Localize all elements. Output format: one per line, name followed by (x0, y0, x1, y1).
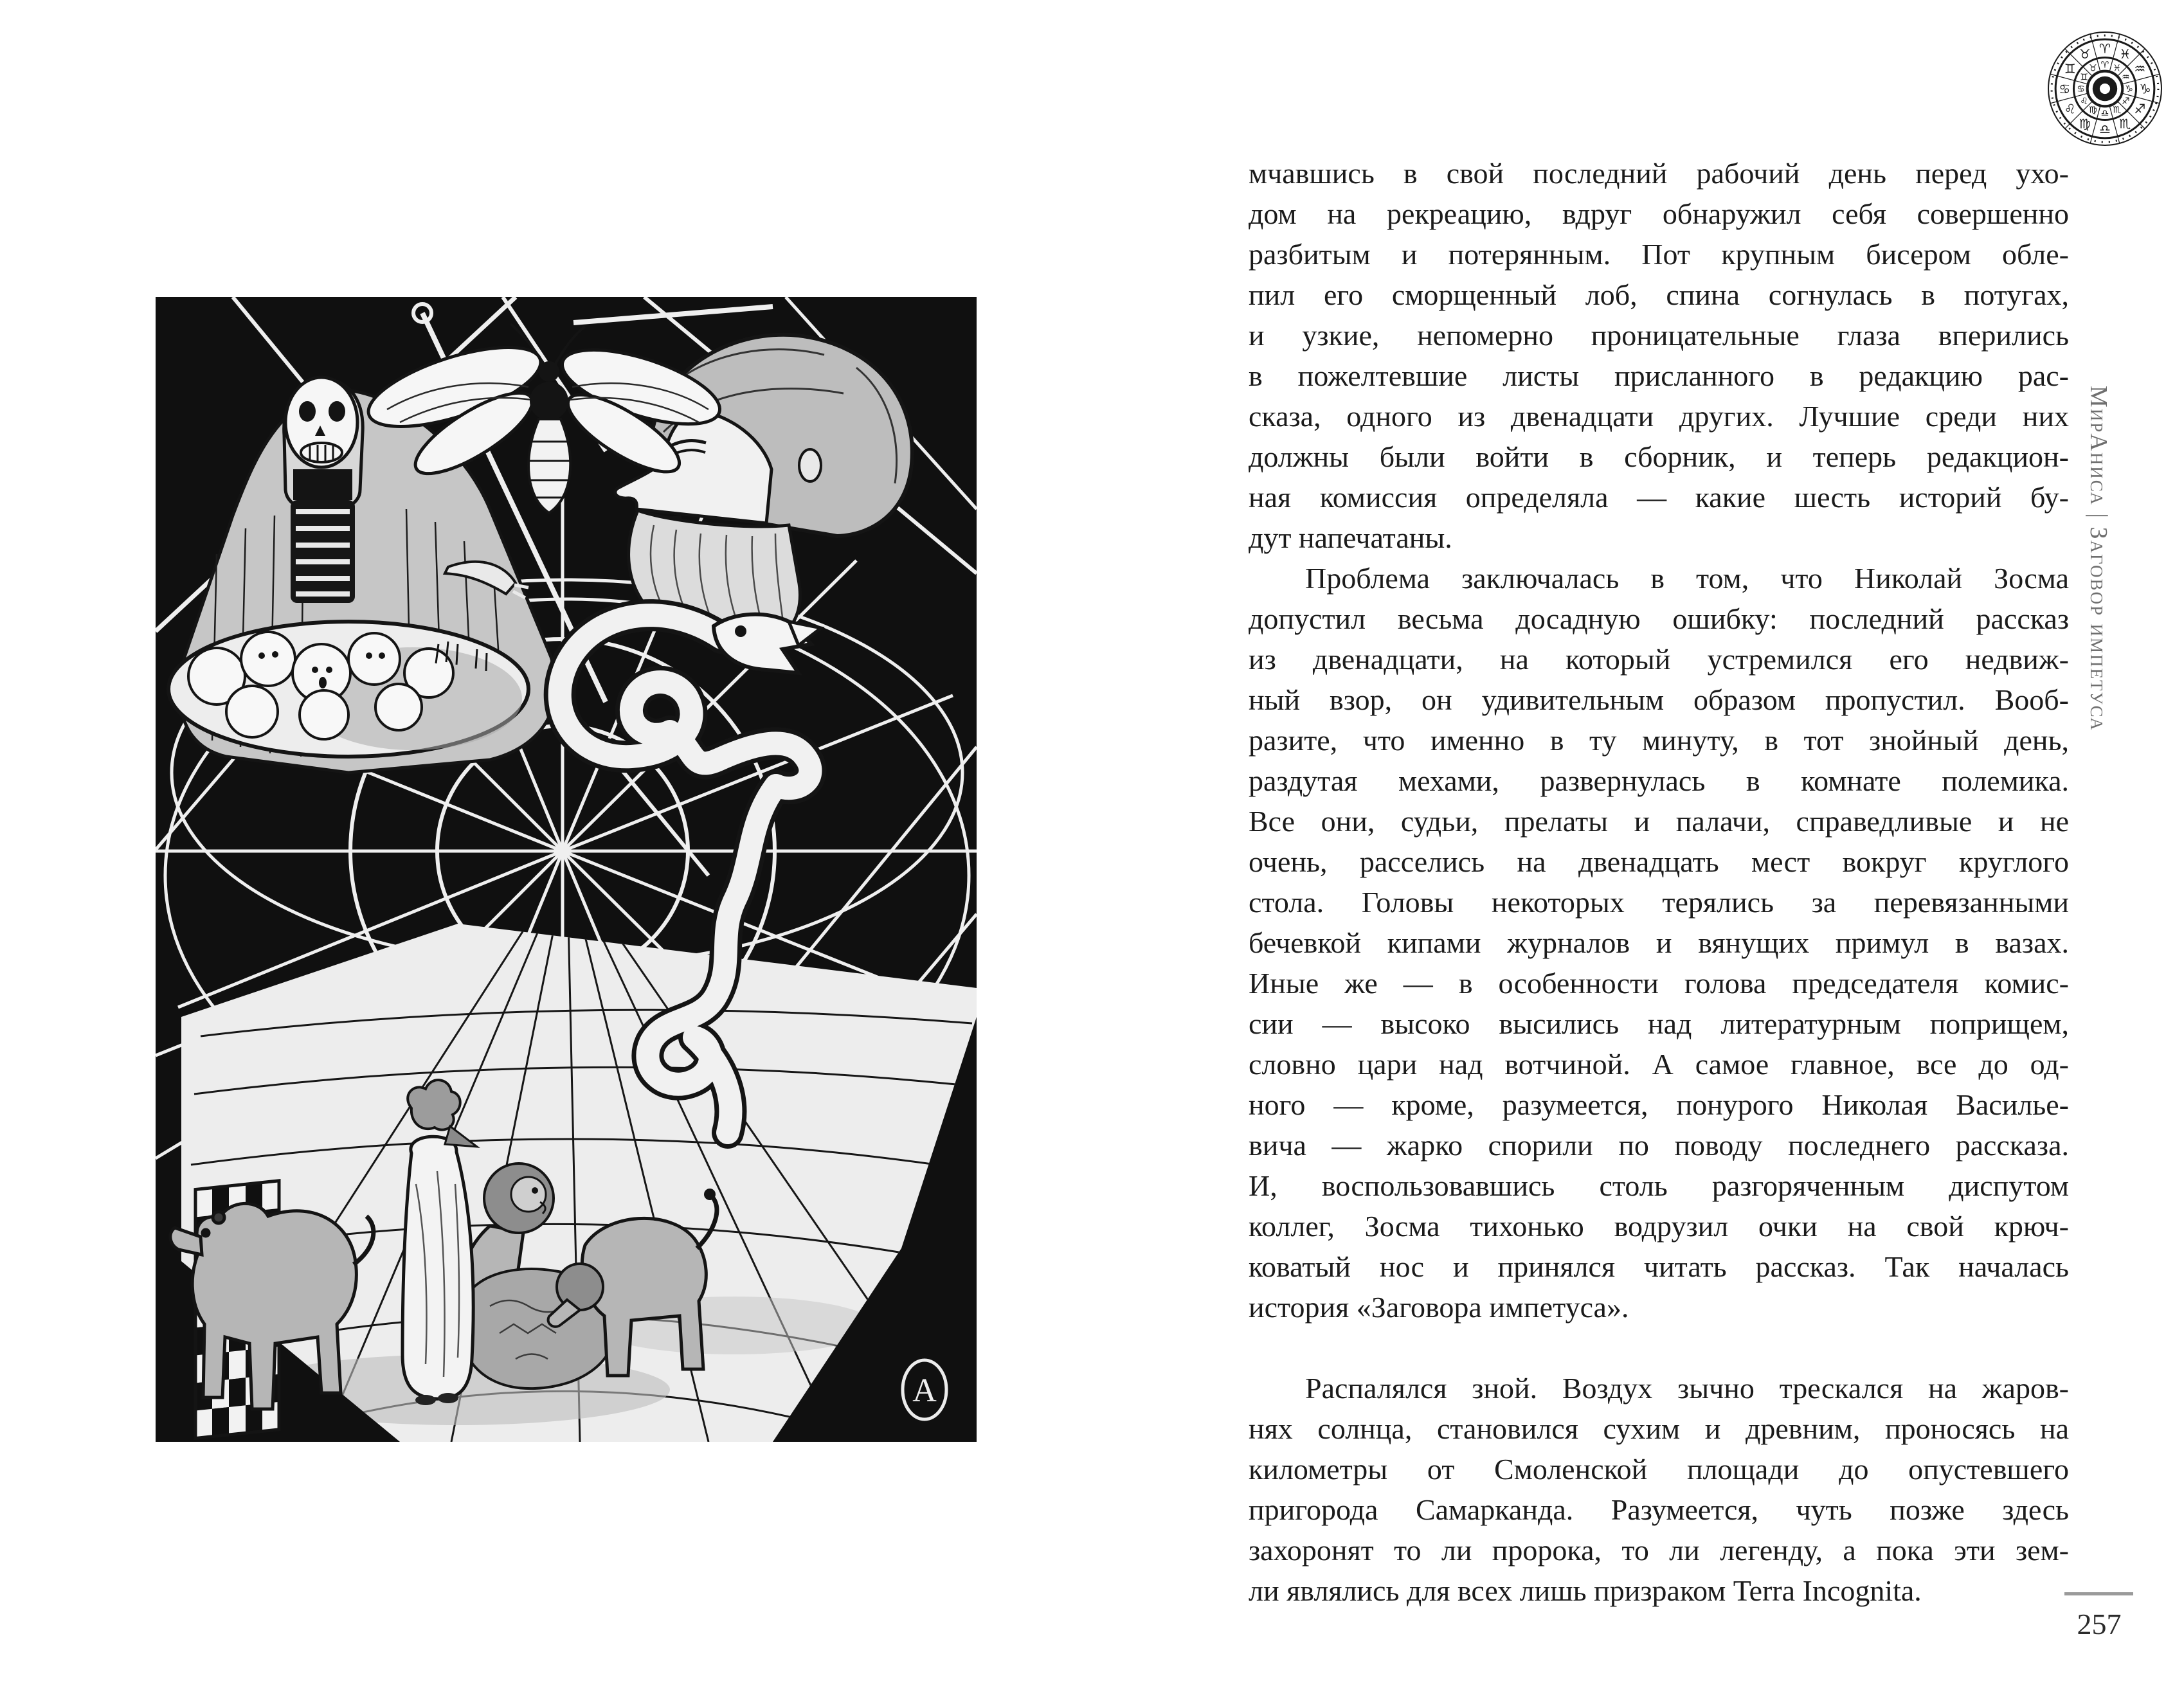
text-line: дут напечатаны. (1249, 521, 1452, 554)
zodiac-symbol: ♓ (2119, 46, 2131, 62)
text-line: разите, что именно в ту минуту, в тот знойный день, (1249, 724, 2069, 757)
text-line: мчавшись в свой последний рабочий день перед ухо- (1249, 157, 2069, 190)
text-line: бечевкой кипами журналов и вянущих примул в вазах. (1249, 926, 2069, 959)
text-line: пригорода Самарканда. Разумеется, чуть позже здесь (1249, 1493, 2069, 1526)
text-line: вича — жарко спорили по поводу последнего рассказа. (1249, 1129, 2069, 1162)
text-line: захоронят то ли пророка, то ли легенду, а пока эти зем- (1249, 1534, 2069, 1567)
text-line: должны были войти в сборник, и теперь редакцион- (1249, 440, 2069, 473)
text-line: Иные же — в особенности голова председателя комис- (1249, 967, 2069, 1000)
zodiac-symbol: ♍ (2079, 116, 2091, 132)
text-line: ная комиссия определяла — какие шесть историй бу- (1249, 481, 2069, 514)
text-line: коллег, Зосма тихонько водрузил очки на свой крюч- (1249, 1210, 2069, 1243)
zodiac-symbol: ♉ (2079, 46, 2091, 62)
zodiac-symbol: ♍ (2088, 105, 2097, 116)
text-line: сказа, одного из двенадцати других. Лучшие среди них (1249, 400, 2069, 433)
text-column (1249, 153, 2069, 1611)
zodiac-symbol: ♋ (2059, 81, 2071, 97)
text-line: из двенадцати, на который устремился его недвиж- (1249, 643, 2069, 676)
zodiac-symbol: ♊ (2064, 60, 2076, 76)
footer-rule (2064, 1592, 2133, 1595)
zodiac-symbol: ♎ (2098, 121, 2111, 137)
text-line: дом на рекреацию, вдруг обнаружил себя совершенно (1249, 197, 2069, 230)
text-line: раздутая мехами, развернулась в комнате полемика. (1249, 764, 2069, 797)
zodiac-symbol: ♒ (2134, 60, 2146, 76)
zodiac-symbol: ♎ (2100, 108, 2109, 119)
zodiac-symbol: ♑ (2139, 81, 2151, 97)
text-line: километры от Смоленской площади до опустевшего (1249, 1453, 2069, 1486)
text-line: разбитым и потерянным. Пот крупным бисером обле- (1249, 238, 2069, 271)
text-line: сии — высоко высились над литературным поприщем, (1249, 1007, 2069, 1040)
zodiac-symbol: ♒ (2122, 72, 2130, 83)
zodiac-symbol: ♐ (2122, 96, 2130, 107)
page-number: 257 (2077, 1608, 2122, 1640)
text-line: словно цари над вотчиной. А самое главное, все до од- (1249, 1048, 2069, 1081)
zodiac-symbol: ♏ (2119, 116, 2131, 132)
text-line: история «Заговора импетуса». (1249, 1291, 1629, 1324)
zodiac-symbol: ♑ (2125, 84, 2133, 95)
zodiac-symbol: ♋ (2077, 84, 2085, 95)
ink-illustration (156, 297, 977, 1442)
text-line: коватый нос и принялся читать рассказ. Так началась (1249, 1250, 2069, 1283)
zodiac-symbol: ♓ (2113, 63, 2122, 74)
zodiac-symbol: ♐ (2134, 101, 2146, 117)
text-line: стола. Головы некоторых терялись за перевязанными (1249, 886, 2069, 919)
text-line: очень, расселись на двенадцать мест вокруг круглого (1249, 845, 2069, 878)
zodiac-symbol: ♌ (2064, 101, 2076, 117)
zodiac-wheel-icon (2047, 31, 2163, 147)
text-line: и узкие, непомерно проницательные глаза вперились (1249, 319, 2069, 352)
text-line: допустил весьма досадную ошибку: последний рассказ (1249, 602, 2069, 635)
text-line: Все они, судьи, прелаты и палачи, справедливые и не (1249, 805, 2069, 838)
text-line: И, воспользовавшись столь разгоряченным диспутом (1249, 1169, 2069, 1202)
text-line: Распалялся зной. Воздух зычно трескался на жаров- (1305, 1372, 2069, 1405)
monogram-letter: А (912, 1372, 937, 1409)
zodiac-symbol: ♈ (2098, 40, 2111, 57)
text-line: пил его сморщенный лоб, спина согнулась в потугах, (1249, 278, 2069, 311)
text-line: в пожелтевшие листы присланного в редакцию рас- (1249, 359, 2069, 392)
text-line: ный взор, он удивительным образом пропустил. Вооб- (1249, 683, 2069, 716)
zodiac-symbol: ♊ (2080, 72, 2088, 83)
text-line: ного — кроме, разумеется, понурого Николая Василье- (1249, 1088, 2069, 1121)
zodiac-symbol: ♏ (2113, 105, 2122, 116)
text-line: Проблема заключалась в том, что Николай Зосма (1305, 562, 2069, 595)
text-line: ли являлись для всех лишь призраком Terra Incognita. (1249, 1574, 1922, 1607)
zodiac-symbol: ♌ (2080, 96, 2088, 107)
text-line: нях солнца, становился сухим и древним, проносясь на (1249, 1412, 2069, 1445)
zodiac-symbol: ♉ (2088, 63, 2097, 74)
zodiac-symbol: ♈ (2100, 60, 2109, 71)
running-title: МирАниса | Заговор импетуса (2085, 386, 2112, 732)
